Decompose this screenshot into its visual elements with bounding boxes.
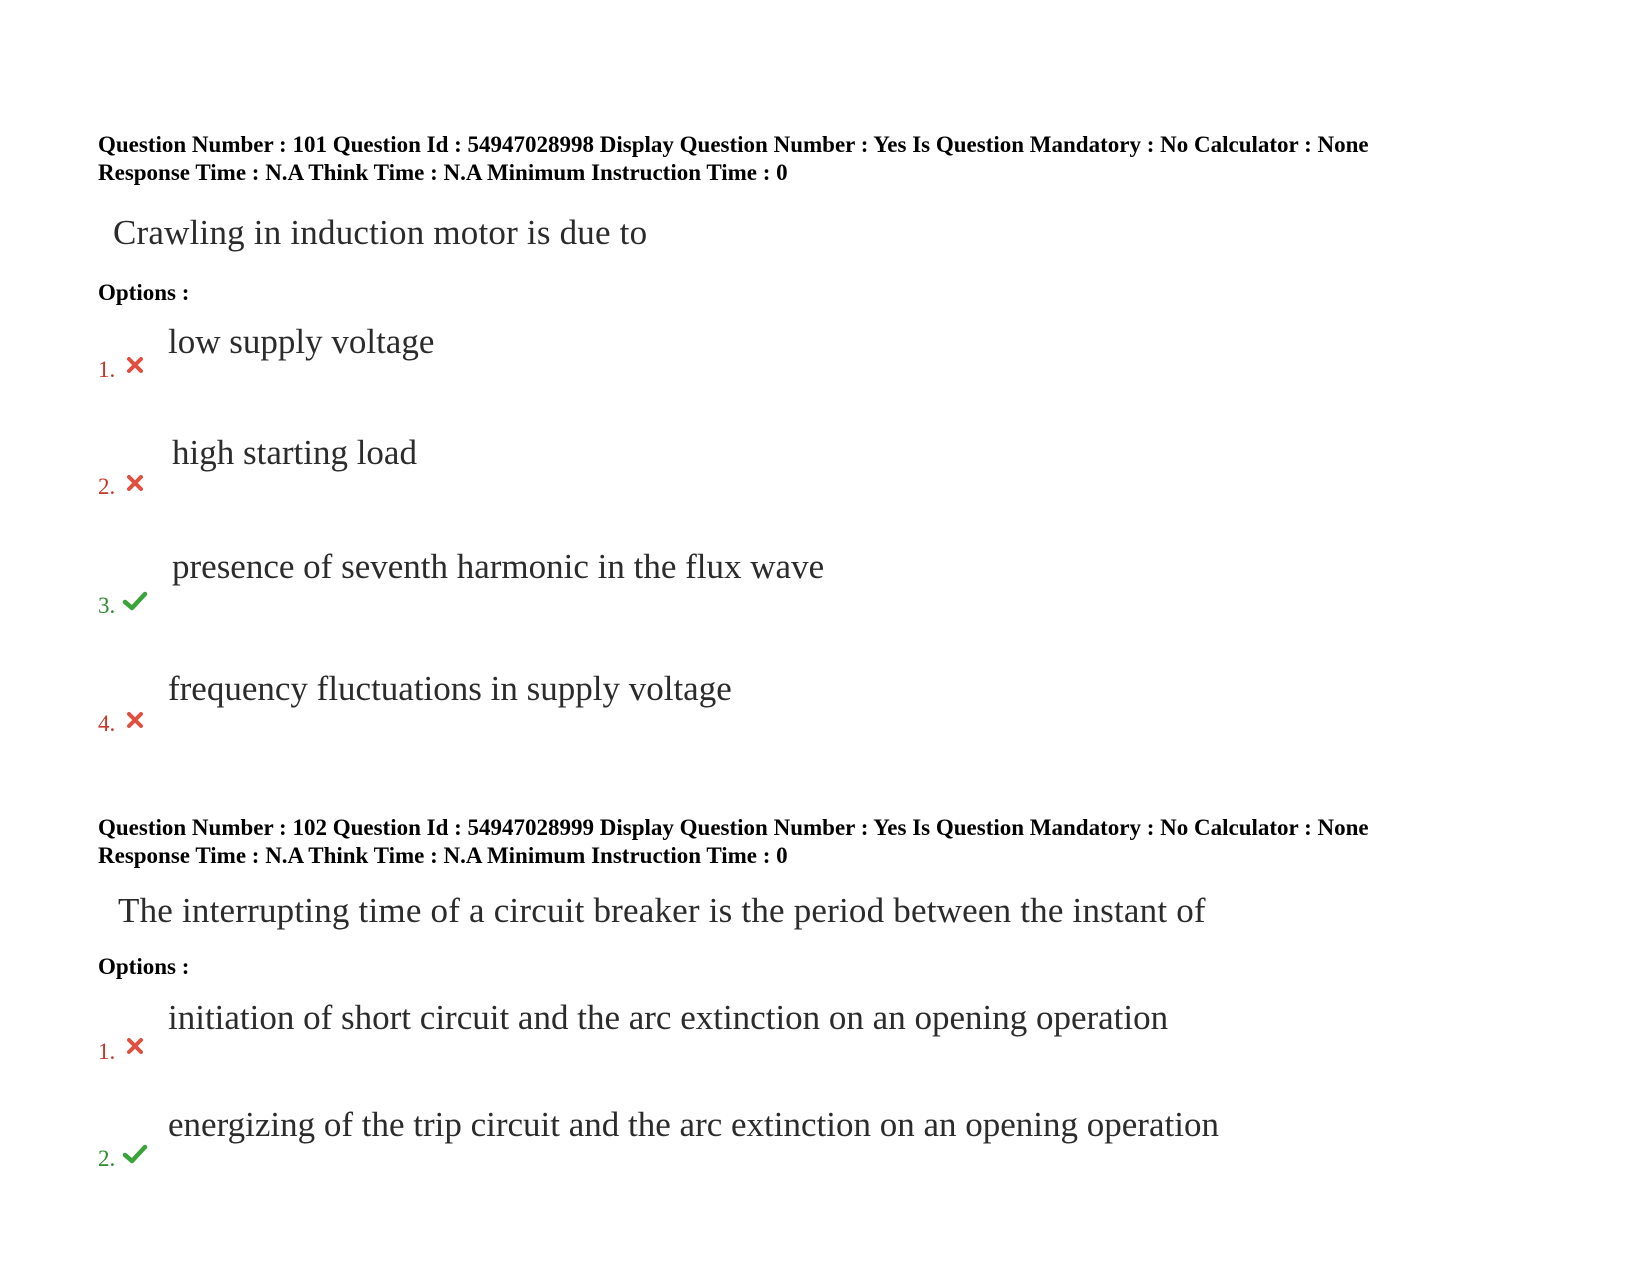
- cross-icon: [124, 354, 146, 376]
- check-icon: [122, 1143, 148, 1165]
- question-meta-line-1: Question Number : 101 Question Id : 54947028998 Display Question Number : Yes Is Question Mandatory : No Calculator : None: [98, 132, 1369, 157]
- question-text: Crawling in induction motor is due to: [113, 213, 648, 252]
- option-text: initiation of short circuit and the arc extinction on an opening operation: [168, 998, 1169, 1037]
- option-number: 1.: [98, 357, 116, 382]
- question-text: The interrupting time of a circuit breaker is the period between the instant of: [118, 891, 1206, 930]
- question-meta-line-2: Response Time : N.A Think Time : N.A Minimum Instruction Time : 0: [98, 843, 788, 868]
- option-number: 1.: [98, 1039, 116, 1064]
- option-number: 4.: [98, 711, 116, 736]
- option-text: frequency fluctuations in supply voltage: [168, 669, 732, 708]
- option-text: energizing of the trip circuit and the arc extinction on an opening operation: [168, 1105, 1219, 1144]
- option-text: high starting load: [172, 433, 417, 472]
- check-icon: [122, 590, 148, 612]
- cross-icon: [124, 709, 146, 731]
- question-meta: [98, 814, 1369, 870]
- option-number: 2.: [98, 474, 116, 499]
- question-meta: [98, 131, 1369, 187]
- option-text: low supply voltage: [168, 322, 435, 361]
- cross-icon: [124, 472, 146, 494]
- option-number: 2.: [98, 1146, 116, 1171]
- options-label: Options :: [98, 280, 190, 305]
- question-meta-line-2: Response Time : N.A Think Time : N.A Minimum Instruction Time : 0: [98, 160, 788, 185]
- option-number: 3.: [98, 593, 116, 618]
- options-label: Options :: [98, 954, 190, 979]
- option-text: presence of seventh harmonic in the flux wave: [172, 547, 825, 586]
- cross-icon: [124, 1035, 146, 1057]
- question-meta-line-1: Question Number : 102 Question Id : 54947028999 Display Question Number : Yes Is Question Mandatory : No Calculator : None: [98, 815, 1369, 840]
